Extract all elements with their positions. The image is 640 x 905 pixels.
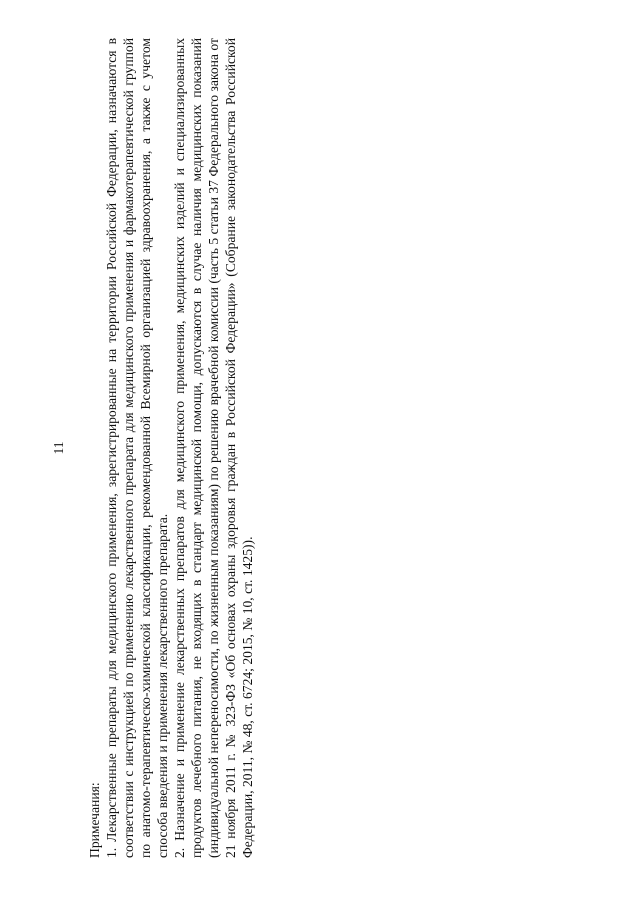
note-1: 1. Лекарственные препараты для медицинского применения, зарегистрированные на территории Российской Федерации, назначаются в соответствии с инструкцией по применению лекарственного препарата для медицинского применения и фармакотерапевтической группой по анатомо-терапевтическо-химической классификации, рекомендованной Всемирной организацией здравоохранения, а также с учетом способа введения и применения лекарственного препарата. (104, 38, 170, 858)
note-2: 2. Назначение и применение лекарственных препаратов для медицинского применения, медицинских изделий и специализированных продуктов лечебного питания, не входящих в стандарт медицинской помощи, допускаются в случае наличия медицинских показаний (индивидуальной непереносимости, по жизненным показаниям) по решению врачебной комиссии (часть 5 статьи 37 Федерального закона от 21 ноября 2011 г. № 323-ФЗ «Об основах охраны здоровья граждан в Российской Федерации» (Собрание законодательства Российской Федерации, 2011, № 48, ст. 6724; 2015, № 10, ст. 1425)). (172, 38, 255, 858)
notes-heading: Примечания: (87, 782, 102, 858)
page-number: 11 (51, 441, 66, 455)
rotated-content (50, 38, 255, 858)
notes-section (86, 38, 256, 858)
